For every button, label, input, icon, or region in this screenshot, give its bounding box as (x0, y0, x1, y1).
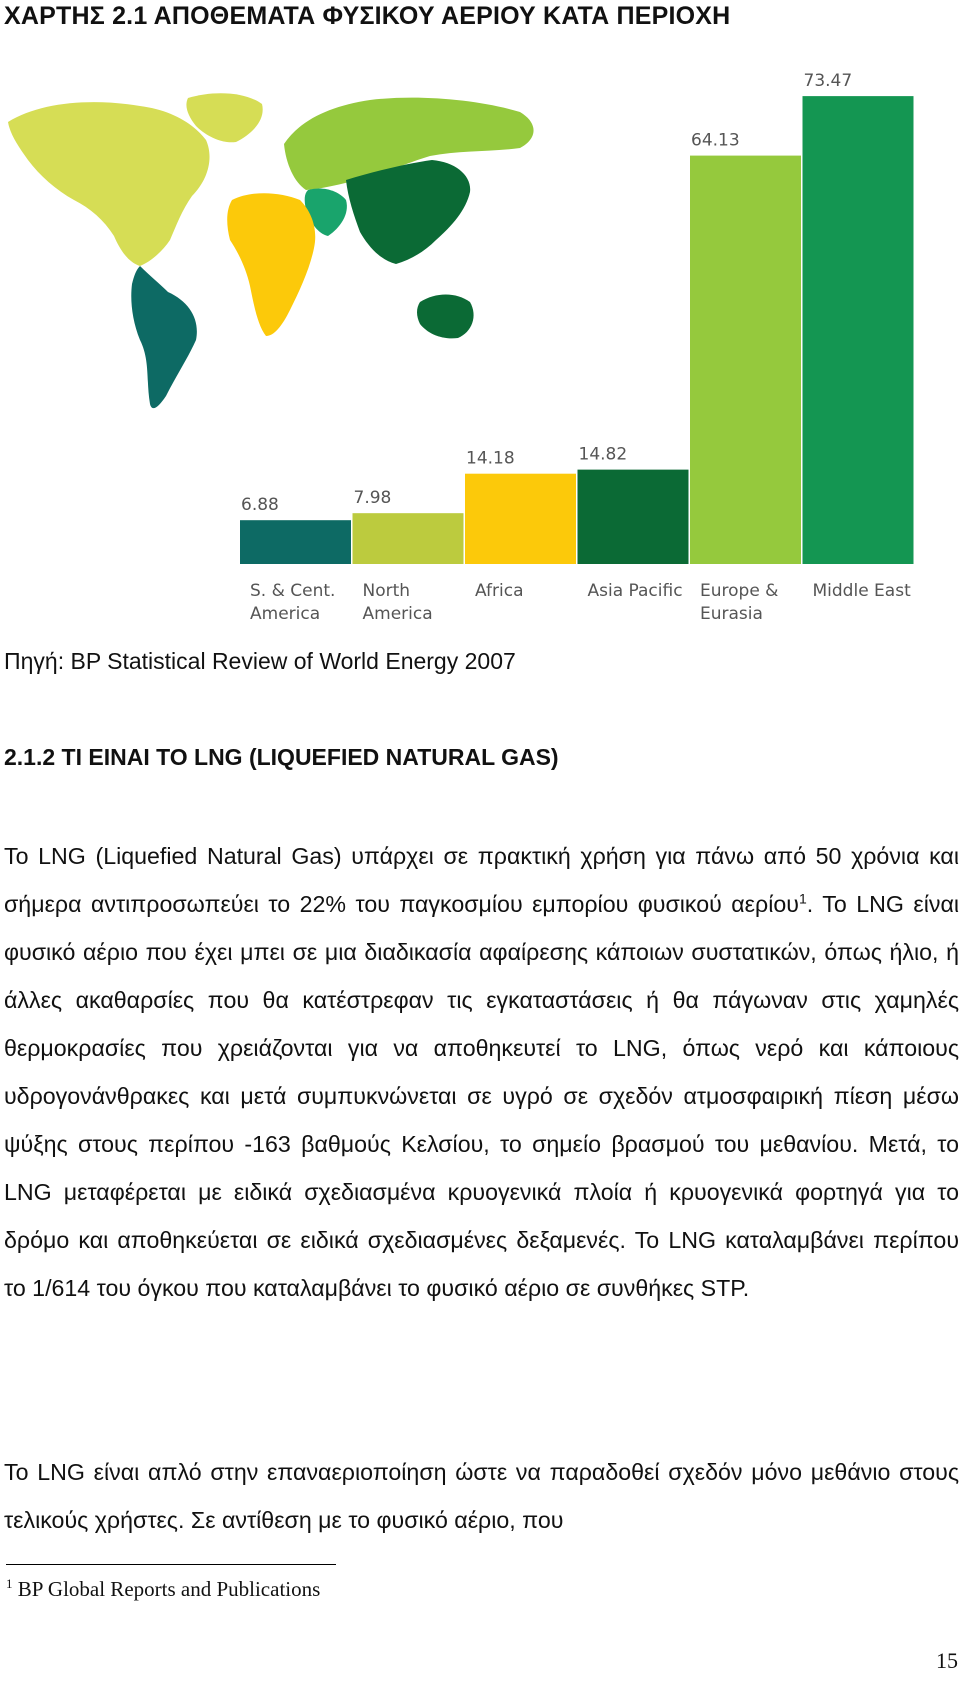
map-title: ΧΑΡΤΗΣ 2.1 ΑΠΟΘΕΜΑΤΑ ΦΥΣΙΚΟΥ ΑΕΡΙΟΥ ΚΑΤΑ ΠΕΡΙΟΧΗ (4, 2, 731, 30)
category-label-0-line-1: S. & Cent. (250, 581, 336, 601)
value-label-2: 14.18 (466, 448, 515, 469)
world-map (8, 93, 534, 408)
footnote-number: 1 (6, 1576, 13, 1591)
category-label-1-line-1: North (362, 581, 411, 601)
bar-2 (465, 474, 576, 564)
category-label-3: Asia Pacific (587, 581, 683, 601)
bar-4 (690, 156, 801, 564)
footnote (6, 1576, 320, 1602)
paragraph-1-rest: . Το LNG είναι φυσικό αέριο που έχει μπει σε μια διαδικασία αφαίρεσης κάποιων συστατικών, όπως ήλιο, ή άλλες ακαθαρσίες που θα κατέστρεφαν τις εγκαταστάσεις ή θα πάγωναν στις χαμηλές θερμοκρασίες που χρειάζονται για να αποθηκευτεί το LNG, όπως νερό και κάποιους υδρογονάνθρακες και μετά συμπυκνώνεται σε υγρό σε σχεδόν ατμοσφαιρική πίεση μέσω ψύξης στους περίπου -163 βαθμούς Κελσίου, το σημείο βρασμού του μεθανίου. Μετά, το LNG μεταφέρεται με ειδικά σχεδιασμένα κρυογενικά πλοία ή κρυογενικά φορτηγά για το δρόμο και αποθηκεύεται σε ειδικά σχεδιασμένες δεξαμενές. Το LNG καταλαμβάνει περίπου το 1/614 του όγκου που καταλαμβάνει το φυσικό αέριο σε συνθήκες STP. (4, 891, 959, 1301)
footnote-separator (6, 1564, 336, 1565)
category-label-4-line-1: Europe & (700, 581, 779, 601)
bar-0 (240, 520, 351, 564)
map-north-america (8, 102, 210, 266)
map-australia (417, 295, 474, 339)
category-label-5: Middle East (812, 581, 911, 601)
value-label-5: 73.47 (803, 71, 853, 92)
bar-3 (578, 470, 689, 564)
value-label-1: 7.98 (353, 488, 392, 509)
map-south-america (131, 266, 197, 408)
map-asia-pacific (346, 160, 470, 264)
bar-1 (353, 513, 464, 564)
category-label-1-line-2: America (362, 604, 433, 624)
category-label-4-line-2: Eurasia (700, 604, 763, 624)
category-label-0-line-2: America (250, 604, 321, 624)
paragraph-1 (4, 832, 959, 1312)
section-title: 2.1.2 ΤΙ ΕΙΝΑΙ ΤΟ LNG (LIQUEFIED NATURAL GAS) (4, 744, 559, 770)
bar-5 (803, 96, 914, 564)
category-label-2: Africa (475, 581, 524, 601)
map-africa (227, 193, 315, 336)
reserves-figure (0, 40, 960, 640)
footnote-reference[interactable]: 1 (798, 890, 807, 907)
figure-source: Πηγή: BP Statistical Review of World Energy 2007 (4, 648, 516, 674)
footnote-text: BP Global Reports and Publications (17, 1577, 321, 1601)
value-label-3: 14.82 (578, 444, 628, 465)
value-label-4: 64.13 (691, 130, 740, 151)
page-number: 15 (936, 1648, 958, 1673)
value-label-0: 6.88 (241, 495, 279, 516)
paragraph-2: Το LNG είναι απλό στην επαναεριοποίηση ώστε να παραδοθεί σχεδόν μόνο μεθάνιο στους τελικούς χρήστες. Σε αντίθεση με το φυσικό αέριο, που (4, 1459, 959, 1533)
paragraph-1-start: Το LNG (Liquefied Natural Gas) υπάρχει σε πρακτική χρήση για πάνω από 50 χρόνια και σήμερα αντιπροσωπεύει το 22% του παγκοσμίου εμπορίου φυσικού αερίου (4, 843, 959, 917)
category-label-group (250, 581, 911, 624)
